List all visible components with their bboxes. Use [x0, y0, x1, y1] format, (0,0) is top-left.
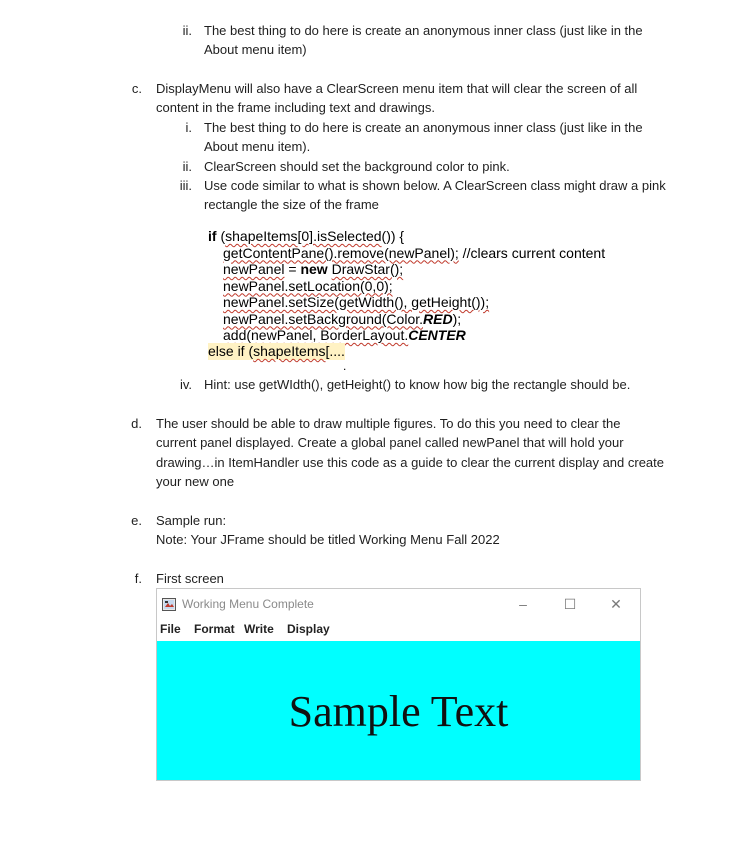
code-line-1: if (shapeItems[0].isSelected()) { — [208, 228, 405, 244]
menu-format[interactable]: Format — [194, 622, 235, 636]
drawing-panel — [157, 641, 640, 780]
list-text: your new one — [156, 474, 235, 489]
title-bar — [157, 589, 640, 619]
close-button[interactable]: ✕ — [610, 596, 622, 612]
list-text: Note: Your JFrame should be titled Working Menu Fall 2022 — [156, 532, 500, 547]
list-text: Sample run: — [156, 513, 227, 528]
code-line-8: else if (shapeItems[.... — [208, 343, 345, 359]
list-text: DisplayMenu will also have a ClearScreen menu item that will clear the screen of all — [156, 81, 638, 96]
list-marker: c. — [131, 81, 142, 96]
list-text: Hint: use getWIdth(), getHeight() to know how big the rectangle should be. — [204, 377, 631, 392]
menu-write[interactable]: Write — [244, 622, 274, 636]
list-text: content in the frame including text and drawings. — [156, 100, 435, 115]
menu-display[interactable]: Display — [287, 622, 330, 636]
list-marker: e. — [131, 513, 142, 528]
code-dot: . — [343, 359, 347, 373]
menu-bar — [157, 619, 640, 641]
list-text: The user should be able to draw multiple figures. To do this you need to clear the — [156, 416, 621, 431]
list-marker: d. — [131, 416, 142, 431]
list-text: drawing…in ItemHandler use this code as a guide to clear the current display and create — [156, 455, 665, 470]
list-text: About menu item) — [204, 42, 307, 57]
list-marker: f. — [134, 571, 142, 586]
list-text: About menu item). — [204, 139, 311, 154]
list-text: rectangle the size of the frame — [204, 197, 379, 212]
list-marker: i. — [185, 120, 192, 135]
list-text: Use code similar to what is shown below. A ClearScreen class might draw a pink — [204, 178, 666, 193]
list-marker: ii. — [182, 159, 192, 174]
menu-file[interactable]: File — [160, 622, 181, 636]
code-line-2: getContentPane().remove(newPanel); //clears current content — [223, 244, 606, 261]
list-text: ClearScreen should set the background color to pink. — [204, 159, 510, 174]
code-line-7: add(newPanel, BorderLayout.CENTER — [223, 327, 466, 343]
maximize-button[interactable]: ☐ — [563, 596, 577, 612]
list-text: The best thing to do here is create an anonymous inner class (just like in the — [204, 120, 643, 135]
code-line-5: newPanel.setSize(getWidth(), getHeight()); — [223, 294, 490, 310]
code-line-6: newPanel.setBackground(Color.RED); — [223, 310, 462, 327]
jframe-window — [156, 588, 641, 781]
sample-text: Sample Text — [288, 687, 509, 736]
window-title: Working Menu Complete — [182, 597, 314, 611]
code-line-3: newPanel = new DrawStar(); — [223, 261, 404, 277]
list-text: current panel displayed. Create a global panel called newPanel that will hold your — [156, 435, 624, 450]
minimize-button[interactable]: – — [519, 596, 527, 612]
list-text: First screen — [156, 571, 224, 586]
list-text: The best thing to do here is create an anonymous inner class (just like in the — [204, 23, 643, 38]
list-marker: ii. — [182, 23, 192, 38]
code-line-4: newPanel.setLocation(0,0); — [223, 277, 393, 294]
list-marker: iv. — [179, 377, 192, 392]
java-app-icon — [162, 598, 176, 611]
list-marker: iii. — [179, 178, 192, 193]
